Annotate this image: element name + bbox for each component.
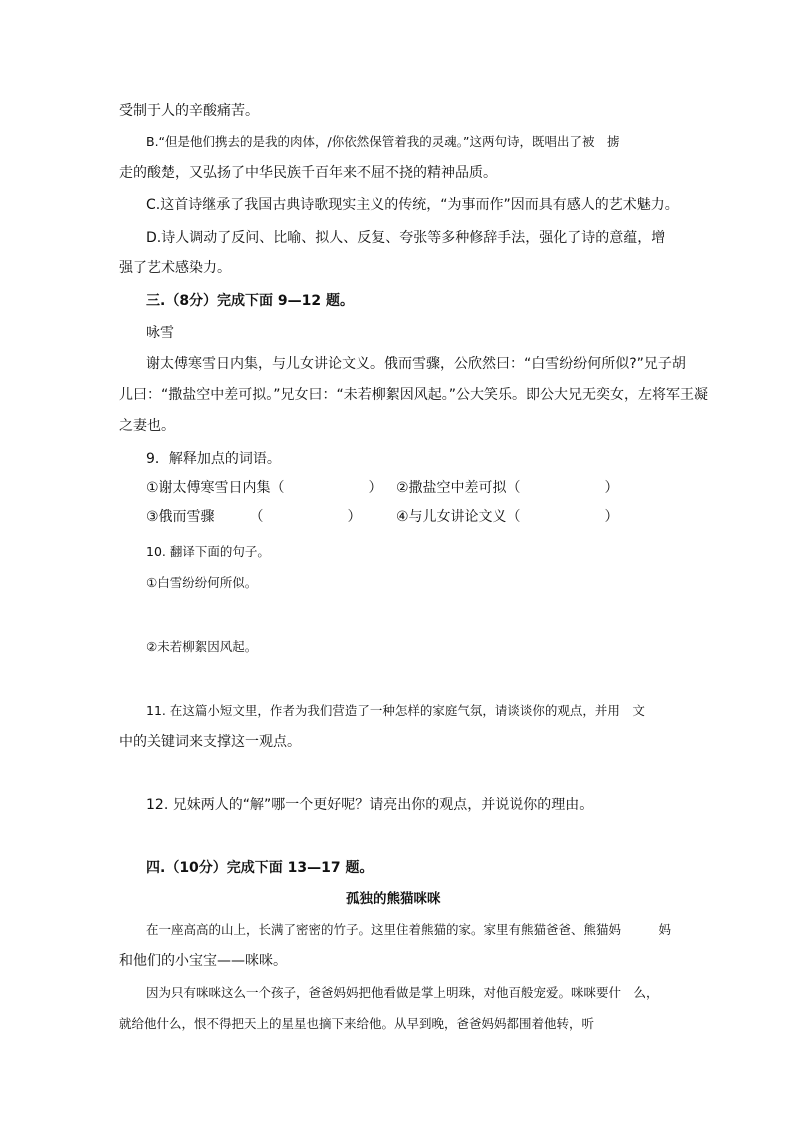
option-d-line: D.诗人调动了反问、比喻、拟人、反复、夸张等多种修辞手法，强化了诗的意蕴，增 bbox=[146, 230, 666, 246]
section-four-heading: 四.（10分）完成下面 13—17 题。 bbox=[146, 860, 374, 876]
passage-line: 儿曰：“撒盐空中差可拟。”兄女曰：“未若柳絮因风起。”公大笑乐。即公大兄无奕女，左将军王凝 bbox=[119, 387, 709, 403]
option-b-line: B.“但是他们携去的是我的肉体，/你依然保管着我的灵魂。”这两句诗，既唱出了被 掳 bbox=[146, 134, 620, 149]
question-9-item-3: ③俄而雪骤 （ ） bbox=[146, 509, 362, 525]
question-10-sentence-2: ②未若柳絮因风起。 bbox=[146, 639, 258, 654]
text-line: 强了艺术感染力。 bbox=[119, 260, 231, 276]
story-line: 在一座高高的山上，长满了密密的竹子。这里住着熊猫的家。家里有熊猫爸爸、熊猫妈 妈 bbox=[146, 922, 672, 937]
text-line: 受制于人的辛酸痛苦。 bbox=[119, 103, 259, 119]
story-line: 因为只有咪咪这么一个孩子，爸爸妈妈把他看做是掌上明珠，对他百般宠爱。咪咪要什 么， bbox=[146, 985, 659, 1000]
poem-title: 咏雪 bbox=[146, 325, 174, 341]
question-10-sentence-1: ①白雪纷纷何所似。 bbox=[146, 575, 258, 590]
text-line: 走的酸楚，又弘扬了中华民族千百年来不屈不挠的精神品质。 bbox=[119, 165, 497, 181]
story-line: 和他们的小宝宝——咪咪。 bbox=[119, 953, 287, 969]
question-10: 10. 翻译下面的句子。 bbox=[146, 544, 270, 559]
passage-line: 之妻也。 bbox=[119, 418, 175, 434]
question-11: 11. 在这篇小短文里，作者为我们营造了一种怎样的家庭气氛，请谈谈你的观点，并用 文 bbox=[146, 703, 645, 718]
story-line: 就给他什么，恨不得把天上的星星也摘下来给他。从早到晚，爸爸妈妈都围着他转，听 bbox=[119, 1016, 595, 1031]
story-title: 孤独的熊猫咪咪 bbox=[346, 891, 441, 907]
section-three-heading: 三.（8分）完成下面 9—12 题。 bbox=[146, 293, 355, 309]
question-9-item-4: ④与儿女讲论文义（ ） bbox=[396, 509, 619, 525]
question-9-item-1: ①谢太傅寒雪日内集（ ） bbox=[146, 480, 383, 496]
question-11-cont: 中的关键词来支撑这一观点。 bbox=[119, 734, 301, 750]
question-12: 12. 兄妹两人的“解”哪一个更好呢？请亮出你的观点，并说说你的理由。 bbox=[146, 797, 594, 813]
passage-line: 谢太傅寒雪日内集，与儿女讲论文义。俄而雪骤，公欣然曰：“白雪纷纷何所似?”兄子胡 bbox=[146, 356, 686, 372]
question-9: 9．解释加点的词语。 bbox=[146, 451, 281, 467]
question-9-item-2: ②撒盐空中差可拟（ ） bbox=[396, 480, 619, 496]
option-c-line: C.这首诗继承了我国古典诗歌现实主义的传统，“为事而作”因而具有感人的艺术魅力。 bbox=[146, 197, 679, 213]
